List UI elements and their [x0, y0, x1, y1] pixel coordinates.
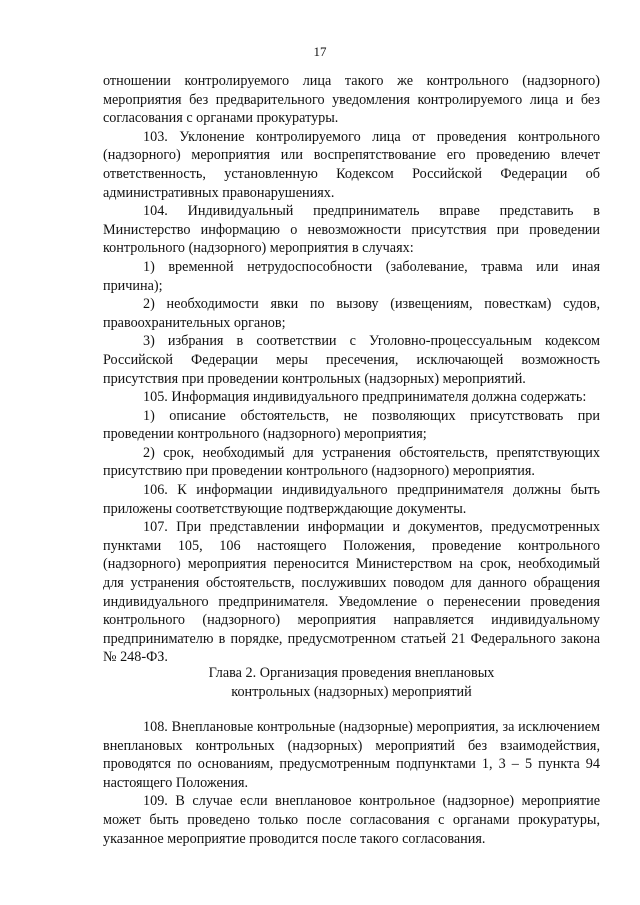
- paragraph-105-item-2: 2) срок, необходимый для устранения обстоятельств, препятствующих присутствию при проведении контрольного (надзорного) мероприятия.: [103, 444, 600, 480]
- paragraph-104-item-1: 1) временной нетрудоспособности (заболевание, травма или иная причина);: [103, 258, 600, 294]
- paragraph-104: 104. Индивидуальный предприниматель вправе представить в Министерство информацию о невозможности присутствия при проведении контрольного (надзорного) мероприятия в случаях:: [103, 203, 600, 257]
- paragraph-106: 106. К информации индивидуального предпринимателя должны быть приложены соответствующие подтверждающие документы.: [103, 482, 600, 517]
- chapter-heading-line-1: Глава 2. Организация проведения внеплановых: [208, 665, 495, 681]
- paragraph-104-item-3: 3) избрания в соответствии с Уголовно-процессуальным кодексом Российской Федерации меры пресечения, исключающей возможность присутствия при проведении контрольных (надзорных) мероприятий.: [103, 333, 600, 387]
- body-text-bottom: [103, 718, 600, 848]
- chapter-heading-line-2: контрольных (надзорных) мероприятий: [231, 683, 472, 700]
- body-text-top: [103, 72, 600, 667]
- paragraph-107: 107. При представлении информации и документов, предусмотренных пунктами 105, 106 настоящего Положения, проведение контрольного (надзорного) мероприятия переносится Министерством на срок, необходимый для устранения обстоятельств, послуживших поводом для данного обращения индивидуального предпринимателя. Уведомление о перенесении проведения контрольного (надзорного) мероприятия направляется индивидуальному предпринимателю в порядке, предусмотренном статьей 21 Федерального закона № 248-ФЗ.: [103, 519, 600, 666]
- paragraph-108: 108. Внеплановые контрольные (надзорные) мероприятия, за исключением внеплановых контрольных (надзорных) мероприятий без взаимодействия, проводятся по основаниям, предусмотренным подпунктами 1, 3 – 5 пункта 94 настоящего Положения.: [103, 719, 600, 791]
- paragraph-104-item-2: 2) необходимости явки по вызову (извещениям, повесткам) судов, правоохранительных органов;: [103, 296, 600, 331]
- paragraph-105: 105. Информация индивидуального предпринимателя должна содержать:: [143, 389, 587, 406]
- paragraph-105-item-1: 1) описание обстоятельств, не позволяющих присутствовать при проведении контрольного (надзорного) мероприятия;: [103, 407, 600, 443]
- page-number: 17: [313, 44, 327, 59]
- paragraph-103: 103. Уклонение контролируемого лица от проведения контрольного (надзорного) мероприятия или воспрепятствование его проведению влечет ответственность, установленную Кодексом Российской Федерации об административных правонарушениях.: [103, 128, 600, 201]
- chapter-heading: [103, 664, 600, 701]
- paragraph-continuation: отношении контролируемого лица такого же контрольного (надзорного) мероприятия без предварительного уведомления контролируемого лица и без согласования с органами прокуратуры.: [103, 73, 600, 127]
- paragraph-109: 109. В случае если внеплановое контрольное (надзорное) мероприятие может быть проведено только после согласования с органами прокуратуры, указанное мероприятие проводится после такого согласования.: [103, 793, 600, 847]
